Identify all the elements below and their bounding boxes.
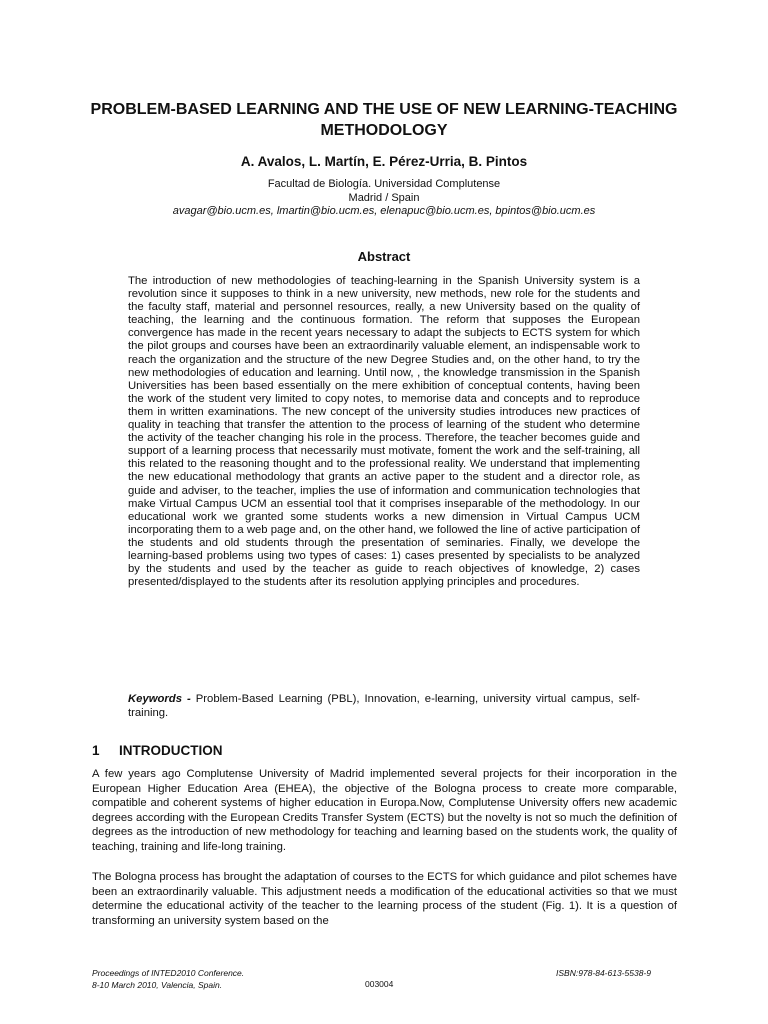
- affiliation-institution: Facultad de Biología. Universidad Complutense: [267, 178, 501, 190]
- author-list: A. Avalos, L. Martín, E. Pérez-Urria, B. Pintos: [240, 154, 528, 169]
- abstract-text: The introduction of new methodologies of teaching-learning in the Spanish University system is a revolution since it supposes to think in a new university, new methods, new role for the students and the faculty staff, material and personnel resources, really, a new University based on the quality of teaching, the learning and the continuous formation. The reform that supposes the European convergence has made in the recent years necessary to adapt the subjects to ECTS system for which the pilot groups and courses have been an extraordinarily valuable element, an indispensable work to reach the organization and the structure of the new Degree Studies and, on the other hand, to try the new methodologies of education and learning. Until now, , the knowledge transmission in the Spanish Universities has been based essentially on the mere exhibition of conceptual contents, having been the work of the student very limited to copy notes, to memorise data and concepts and to reproduce them in written examinations. The new concept of the university studies introduces new practices of quality in teaching that transfer the attention to the process of learning of the student who determine the activity of the teacher changing his role in the process. Therefore, the teacher becomes guide and support of a learning process that necessarily must motivate, foment the work and the self-training, all this related to the reasoning thought and to the professional reality. We understand that implementing the new educational methodology that grants an active paper to the student and a director role, as guide and adviser, to the teacher, implies the use of information and communication technologies that make Virtual Campus UCM an essential tool that it comprises inseparable of the methodology. In our educational work we granted some students works a new dimension in Virtual Campus UCM incorporating them to a web page and, on the other hand, we followed the line of active participation of the students and old students through the presentation of seminaries. Finally, we develope the learning-based problems using two types of cases: 1) cases presented by specialists to be analyzed by the students and used by the teacher as guide to reach objectives of knowledge, 2) cases presented/displayed to the students after its resolution applying principles and procedures.: [128, 275, 640, 589]
- affiliation-location: Madrid / Spain: [348, 191, 420, 204]
- section-heading: [92, 743, 223, 758]
- intro-paragraph-2: The Bologna process has brought the adaptation of courses to the ECTS for which guidance and pilot schemes have been an extraordinarily valuable. This adjustment needs a modification of the educational activities so that we must determine the educational activity of the teacher to the learning process of the student (Fig. 1). It is a question of transforming an university system based on the: [92, 871, 677, 927]
- section-title: INTRODUCTION: [119, 743, 223, 758]
- section-number: 1: [92, 743, 100, 758]
- author-emails: avagar@bio.ucm.es, lmartin@bio.ucm.es, elenapuc@bio.ucm.es, bpintos@bio.ucm.es: [172, 205, 596, 217]
- footer-dates: 8-10 March 2010, Valencia, Spain.: [92, 979, 223, 990]
- page-number: 003004: [365, 979, 394, 989]
- affiliation-block: [0, 178, 768, 219]
- footer-conference: Proceedings of INTED2010 Conference.: [92, 968, 245, 978]
- keywords-text: Problem-Based Learning (PBL), Innovation, e-learning, university virtual campus, self-training.: [128, 693, 640, 719]
- footer-isbn: ISBN:978-84-613-5538-9: [556, 968, 651, 978]
- intro-paragraph-1: A few years ago Complutense University of Madrid implemented several projects for their incorporation in the European Higher Education Area (EHEA), the objective of the Bologna process to create more comparable, compatible and coherent systems of higher education in Europa.Now, Complutense University offers new academic degrees according with the European Credits Transfer System (ECTS) but the novelty is not so much the definition of degrees as the introduction of new methodology for teaching and learning based on the students work, the quality of teaching, training and life-long training.: [92, 768, 677, 853]
- paper-title: PROBLEM-BASED LEARNING AND THE USE OF NEW LEARNING-TEACHING METHODOLOGY: [90, 101, 678, 139]
- footer-proceedings: [92, 968, 244, 991]
- keywords-line: [128, 692, 640, 720]
- keywords-label: Keywords -: [128, 693, 191, 705]
- abstract-heading: Abstract: [357, 249, 411, 264]
